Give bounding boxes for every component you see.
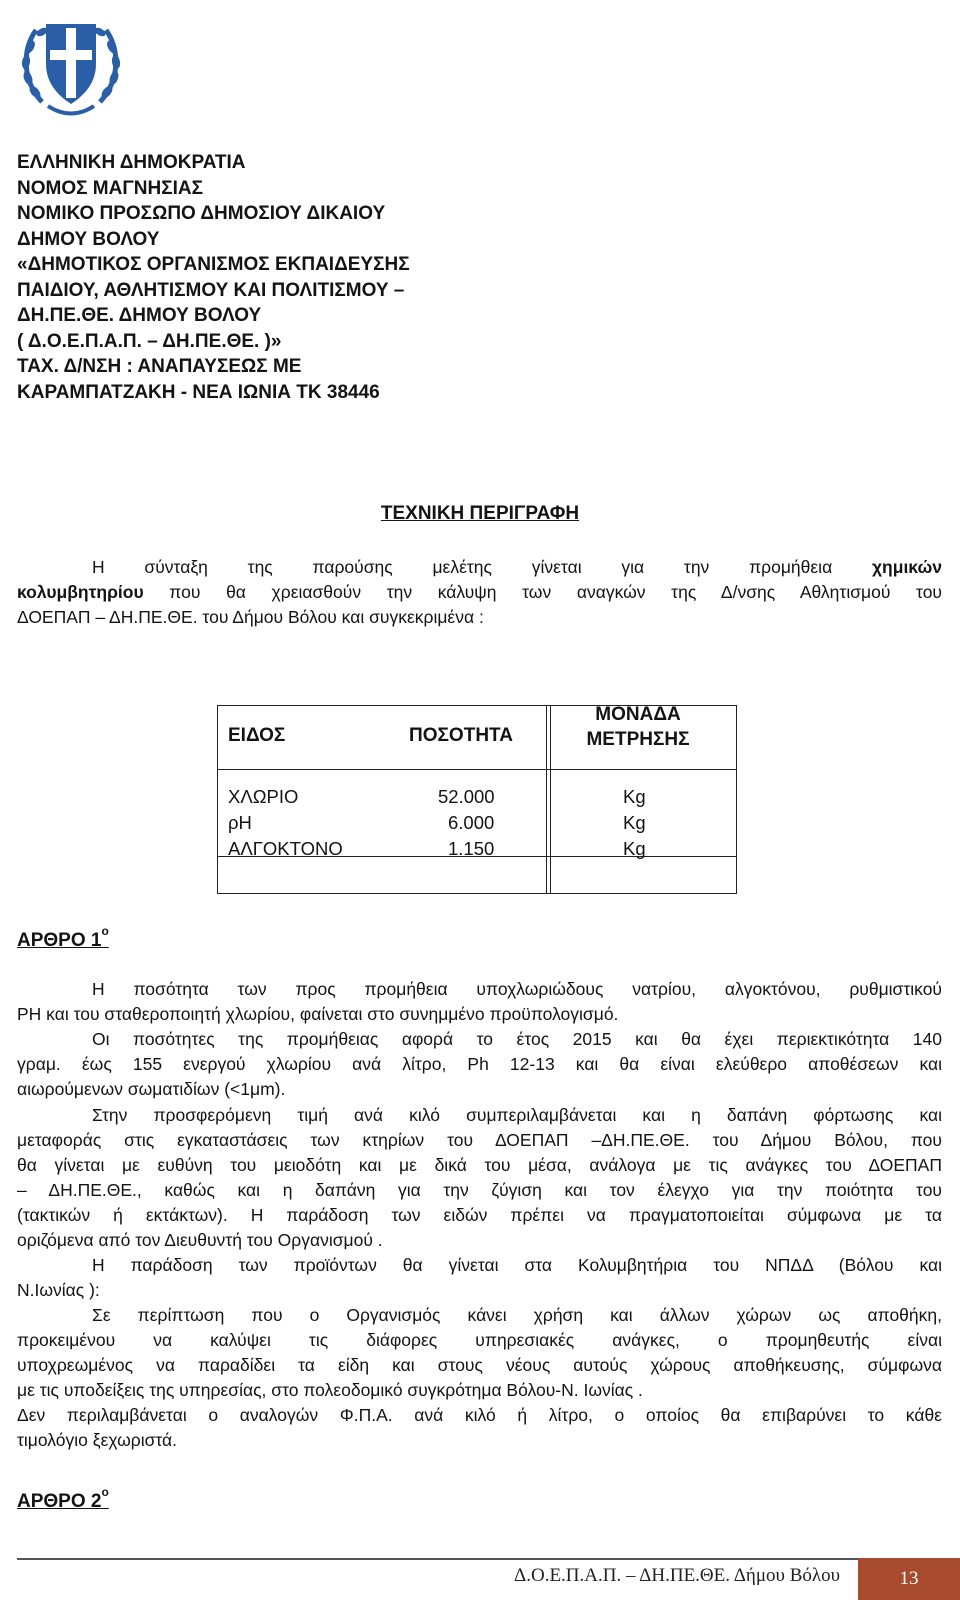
header-line: ΔΗΜΟΥ ΒΟΛΟΥ <box>17 228 160 250</box>
body-line: Ν.Ιωνίας ): <box>17 1280 100 1300</box>
body-line: (τακτικών ή εκτάκτων). Η παράδοση των ειδών πρέπει να πραγματοποιείται σύμφωνα με τα <box>17 1205 942 1225</box>
intro-bold: χημικών <box>871 557 942 577</box>
body-line: υποχρεωμένος να παραδίδει τα είδη και στους νέους αυτούς χώρους αποθήκευσης, σύμφωνα <box>17 1355 942 1375</box>
header-line: ΚΑΡΑΜΠΑΤΖΑΚΗ - ΝΕΑ ΙΩΝΙΑ ΤΚ 38446 <box>17 381 380 403</box>
article-2-heading <box>17 1485 109 1513</box>
table-cell-unit: Kg <box>623 812 646 833</box>
intro-text: που θα χρειασθούν την κάλυψη των αναγκών της Δ/νσης Αθλητισμού του <box>143 582 942 602</box>
article-sup: ο <box>101 924 109 938</box>
body-line: – ΔΗ.ΠΕ.ΘΕ., καθώς και η δαπάνη για την ζύγιση και τον έλεγχο για την ποιότητα του <box>17 1180 942 1200</box>
intro-line-1 <box>17 555 942 580</box>
header-line: «ΔΗΜΟΤΙΚΟΣ ΟΡΓΑΝΙΣΜΟΣ ΕΚΠΑΙΔΕΥΣΗΣ <box>17 254 410 275</box>
column-divider <box>550 706 551 893</box>
coat-of-arms-icon <box>8 2 134 122</box>
article-1-heading <box>17 924 109 952</box>
intro-text: Η σύνταξη της παρούσης μελέτης γίνεται για την προμήθεια <box>92 557 872 577</box>
document-title: ΤΕΧΝΙΚΗ ΠΕΡΙΓΡΑΦΗ <box>380 503 580 524</box>
body-line: θα γίνεται με ευθύνη του μειοδότη και με δικά του μέσα, ανάλογα με τις ανάγκες του ΔΟΕΠΑΠ <box>17 1155 942 1175</box>
table-cell-item: ρΗ <box>228 812 252 833</box>
body-line: οριζόμενα από τον Διευθυντή του Οργανισμού . <box>17 1230 383 1250</box>
column-header-item: ΕΙΔΟΣ <box>228 725 286 746</box>
footer-organization: Δ.Ο.Ε.Π.Α.Π. – ΔΗ.ΠΕ.ΘΕ. Δήμου Βόλου <box>514 1565 840 1586</box>
intro-line-3: ΔΟΕΠΑΠ – ΔΗ.ΠΕ.ΘΕ. του Δήμου Βόλου και συγκεκριμένα : <box>17 607 484 627</box>
table-cell-item: ΧΛΩΡΙΟ <box>228 786 299 807</box>
issuer-header <box>17 150 717 405</box>
header-line: ΝΟΜΙΚΟ ΠΡΟΣΩΠΟ ΔΗΜΟΣΙΟΥ ΔΙΚΑΙΟΥ <box>17 203 386 224</box>
article-sup: ο <box>101 1485 109 1499</box>
body-line: τιμολόγιο ξεχωριστά. <box>17 1430 178 1450</box>
body-line: προκειμένου να καλύψει τις διάφορες υπηρεσιακές ανάγκες, ο προμηθευτής είναι <box>17 1330 942 1350</box>
column-header-unit: ΜΟΝΑΔΑ <box>595 704 681 725</box>
body-line: αιωρούμενων σωματιδίων (<1μm). <box>17 1079 286 1099</box>
table-cell-unit: Kg <box>623 838 646 859</box>
article-label: ΑΡΘΡΟ 1 <box>17 930 102 951</box>
header-line: ΝΟΜΟΣ ΜΑΓΝΗΣΙΑΣ <box>17 177 204 199</box>
page-number: 13 <box>858 1558 960 1600</box>
body-line: Σε περίπτωση που ο Οργανισμός κάνει χρήση και άλλων χώρων ως αποθήκη, <box>92 1305 942 1325</box>
column-header-quantity: ΠΟΣΟΤΗΤΑ <box>409 725 513 746</box>
table-cell-quantity: 6.000 <box>448 812 495 833</box>
body-line: Η παράδοση των προϊόντων θα γίνεται στα Κολυμβητήρια του ΝΠΔΔ (Βόλου και <box>92 1255 942 1275</box>
body-line: Οι ποσότητες της προμήθειας αφορά το έτος 2015 και θα έχει περιεκτικότητα 140 <box>92 1029 942 1049</box>
header-line: ΠΑΙΔΙΟΥ, ΑΘΛΗΤΙΣΜΟΥ ΚΑΙ ΠΟΛΙΤΙΣΜΟΥ – <box>17 279 405 301</box>
body-line: Η ποσότητα των προς προμήθεια υποχλωριώδους νατρίου, αλγοκτόνου, ρυθμιστικού <box>92 979 942 999</box>
footer-divider <box>17 1558 957 1560</box>
body-line: μεταφοράς στις εγκαταστάσεις των κτηρίων του ΔΟΕΠΑΠ –ΔΗ.ΠΕ.ΘΕ. του Δήμου Βόλου, που <box>17 1130 942 1150</box>
materials-table <box>217 705 737 894</box>
header-line: ΔΗ.ΠΕ.ΘΕ. ΔΗΜΟΥ ΒΟΛΟΥ <box>17 305 262 326</box>
intro-bold: κολυμβητηρίου <box>17 582 144 602</box>
article-label: ΑΡΘΡΟ 2 <box>17 1491 102 1512</box>
body-line: PH και του σταθεροποιητή χλωρίου, φαίνεται στο συνημμένο προϋπολογισμό. <box>17 1004 619 1024</box>
intro-line-2 <box>17 580 942 605</box>
header-line: ( Δ.Ο.Ε.Π.Α.Π. – ΔΗ.ΠΕ.ΘΕ. )» <box>17 330 282 352</box>
body-line: γραμ. έως 155 ενεργού χλωρίου ανά λίτρο, Ph 12-13 και θα είναι ελεύθερο αποθέσεων και <box>17 1054 942 1074</box>
column-header-unit-2: ΜΕΤΡΗΣΗΣ <box>586 729 690 750</box>
body-line: Στην προσφερόμενη τιμή ανά κιλό συμπεριλαμβάνεται και η δαπάνη φόρτωσης και <box>92 1105 942 1125</box>
header-line: ΕΛΛΗΝΙΚΗ ΔΗΜΟΚΡΑΤΙΑ <box>17 152 246 173</box>
table-cell-item: ΑΛΓΟΚΤΟΝΟ <box>228 838 343 859</box>
header-line: ΤΑΧ. Δ/ΝΣΗ : ΑΝΑΠΑΥΣΕΩΣ ΜΕ <box>17 356 302 377</box>
table-cell-unit: Kg <box>623 786 646 807</box>
table-cell-quantity: 1.150 <box>448 838 495 859</box>
table-cell-quantity: 52.000 <box>438 786 495 807</box>
body-line: Δεν περιλαμβάνεται ο αναλογών Φ.Π.Α. ανά κιλό ή λίτρο, ο οποίος θα επιβαρύνει το κάθε <box>17 1405 942 1425</box>
body-line: με τις υποδείξεις της υπηρεσίας, στο πολεοδομικό συγκρότημα Βόλου-Ν. Ιωνίας . <box>17 1380 643 1400</box>
